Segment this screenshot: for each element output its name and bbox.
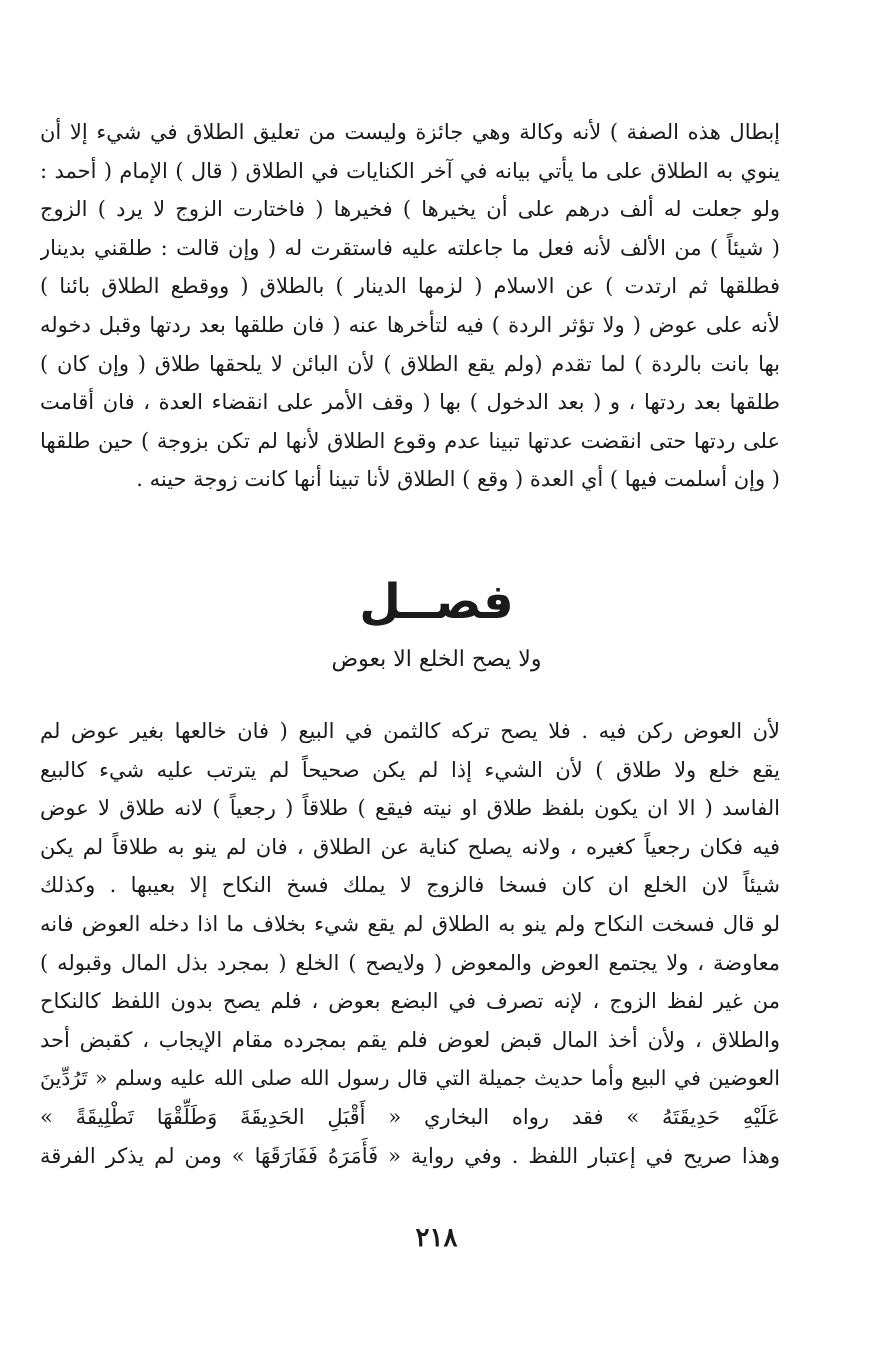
text-line: ينوي به الطلاق على ما يأتي بيانه في آخر الكنايات في الطلاق ( قال ) الإمام ( أحمد : [40,158,780,183]
text-line: لأنه على عوض ( ولا تؤثر الردة ) فيه لتأخرها عنه ( فان طلقها بعد ردتها وقبل دخوله [40,312,780,337]
text-line: والطلاق ، ولأن أخذ المال قبض لعوض فلم يقم بمجرده مقام الإيجاب ، كقبض أحد [40,1027,780,1052]
text-line: إبطال هذه الصفة ) لأنه وكالة وهي جائزة وليست من تعليق الطلاق في شيء إلا أن [40,120,780,144]
text-line: وهذا صريح في إعتبار اللفظ . وفي رواية « فَأَمَرَهُ فَفَارَقَهَا » ومن لم يذكر الفرقة [40,1143,780,1168]
page-number: ٢١٨ [415,1223,458,1253]
text-line: لو قال فسخت النكاح ولم ينو به الطلاق لم يقع شيء بخلاف ما اذا دخله العوض فانه [40,911,780,936]
text-line: من غير لفظ الزوج ، لإنه تصرف في البضع بعوض ، فلم يصح بدون اللفظ كالنكاح [40,989,780,1014]
text-line: على ردتها حتى انقضت عدتها تبينا عدم وقوع الطلاق لأنها لم تكن بزوجة ) حين طلقها [40,428,780,453]
text-line: ولو جعلت له ألف درهم على أن يخيرها ) فخيرها ( فاختارت الزوج لا يرد ) الزوج [40,197,780,222]
text-line: ( وإن أسلمت فيها ) أي العدة ( وقع ) الطلاق لأنا تبينا أنها كانت زوجة حينه . [136,467,780,492]
text-line: شيئاً لان الخلع ان كان فسخا فالزوج لا يملك فسخ النكاح إلا بعيبها . وكذلك [40,873,780,898]
text-line: يقع خلع ولا طلاق ) لأن الشيء إذا لم يكن صحيحاً لم يترتب عليه شيء كالبيع [40,757,780,782]
text-line: لأن العوض ركن فيه . فلا يصح تركه كالثمن في البيع ( فان خالعها بغير عوض لم [40,719,780,743]
paragraph-bottom [40,712,780,1175]
text-line: ( شيئاً ) من الألف لأنه فعل ما جاعلته عليه فاستقرت له ( وإن قالت : طلقني بدينار [40,235,780,260]
text-line: فيه فكان رجعياً كغيره ، ولانه يصلح كناية عن الطلاق ، فان لم ينو به طلاقاً لم يكن [40,834,780,859]
text-line: بها بانت بالردة ) لما تقدم (ولم يقع الطلاق ) لأن البائن لا يلحقها طلاق ( وإن كان ) [40,351,780,376]
section-heading: فصــل [359,574,514,630]
text-line: طلقها بعد ردتها ، و ( بعد الدخول ) بها ( وقف الأمر على انقضاء العدة ، فان أقامت [40,390,780,415]
section-subheading: ولا يصح الخلع الا بعوض [331,647,542,672]
text-line: عَلَيْهِ حَدِيقَتَهُ » فقد رواه البخاري « أَقْبَلِ الحَدِيقَةَ وَطَلِّقْهَا تَطْلِيقَةً » [40,1104,780,1129]
text-line: فطلقها ثم ارتدت ) عن الاسلام ( لزمها الدينار ) بالطلاق ( ووقطع الطلاق بائنا ) [40,274,780,299]
text-line: معاوضة ، ولا يجتمع العوض والمعوض ( ولايصح ) الخلع ( بمجرد بذل المال وقبوله ) [40,950,780,975]
paragraph-top [40,113,780,499]
text-line: العوضين في البيع وأما حديث جميلة التي قال رسول الله صلى الله عليه وسلم « تَرُدِّينَ [40,1066,780,1091]
text-line: الفاسد ( الا ان يكون بلفظ طلاق او نيته فيقع ) طلاقاً ( رجعياً ) لانه طلاق لا عوض [40,796,780,821]
